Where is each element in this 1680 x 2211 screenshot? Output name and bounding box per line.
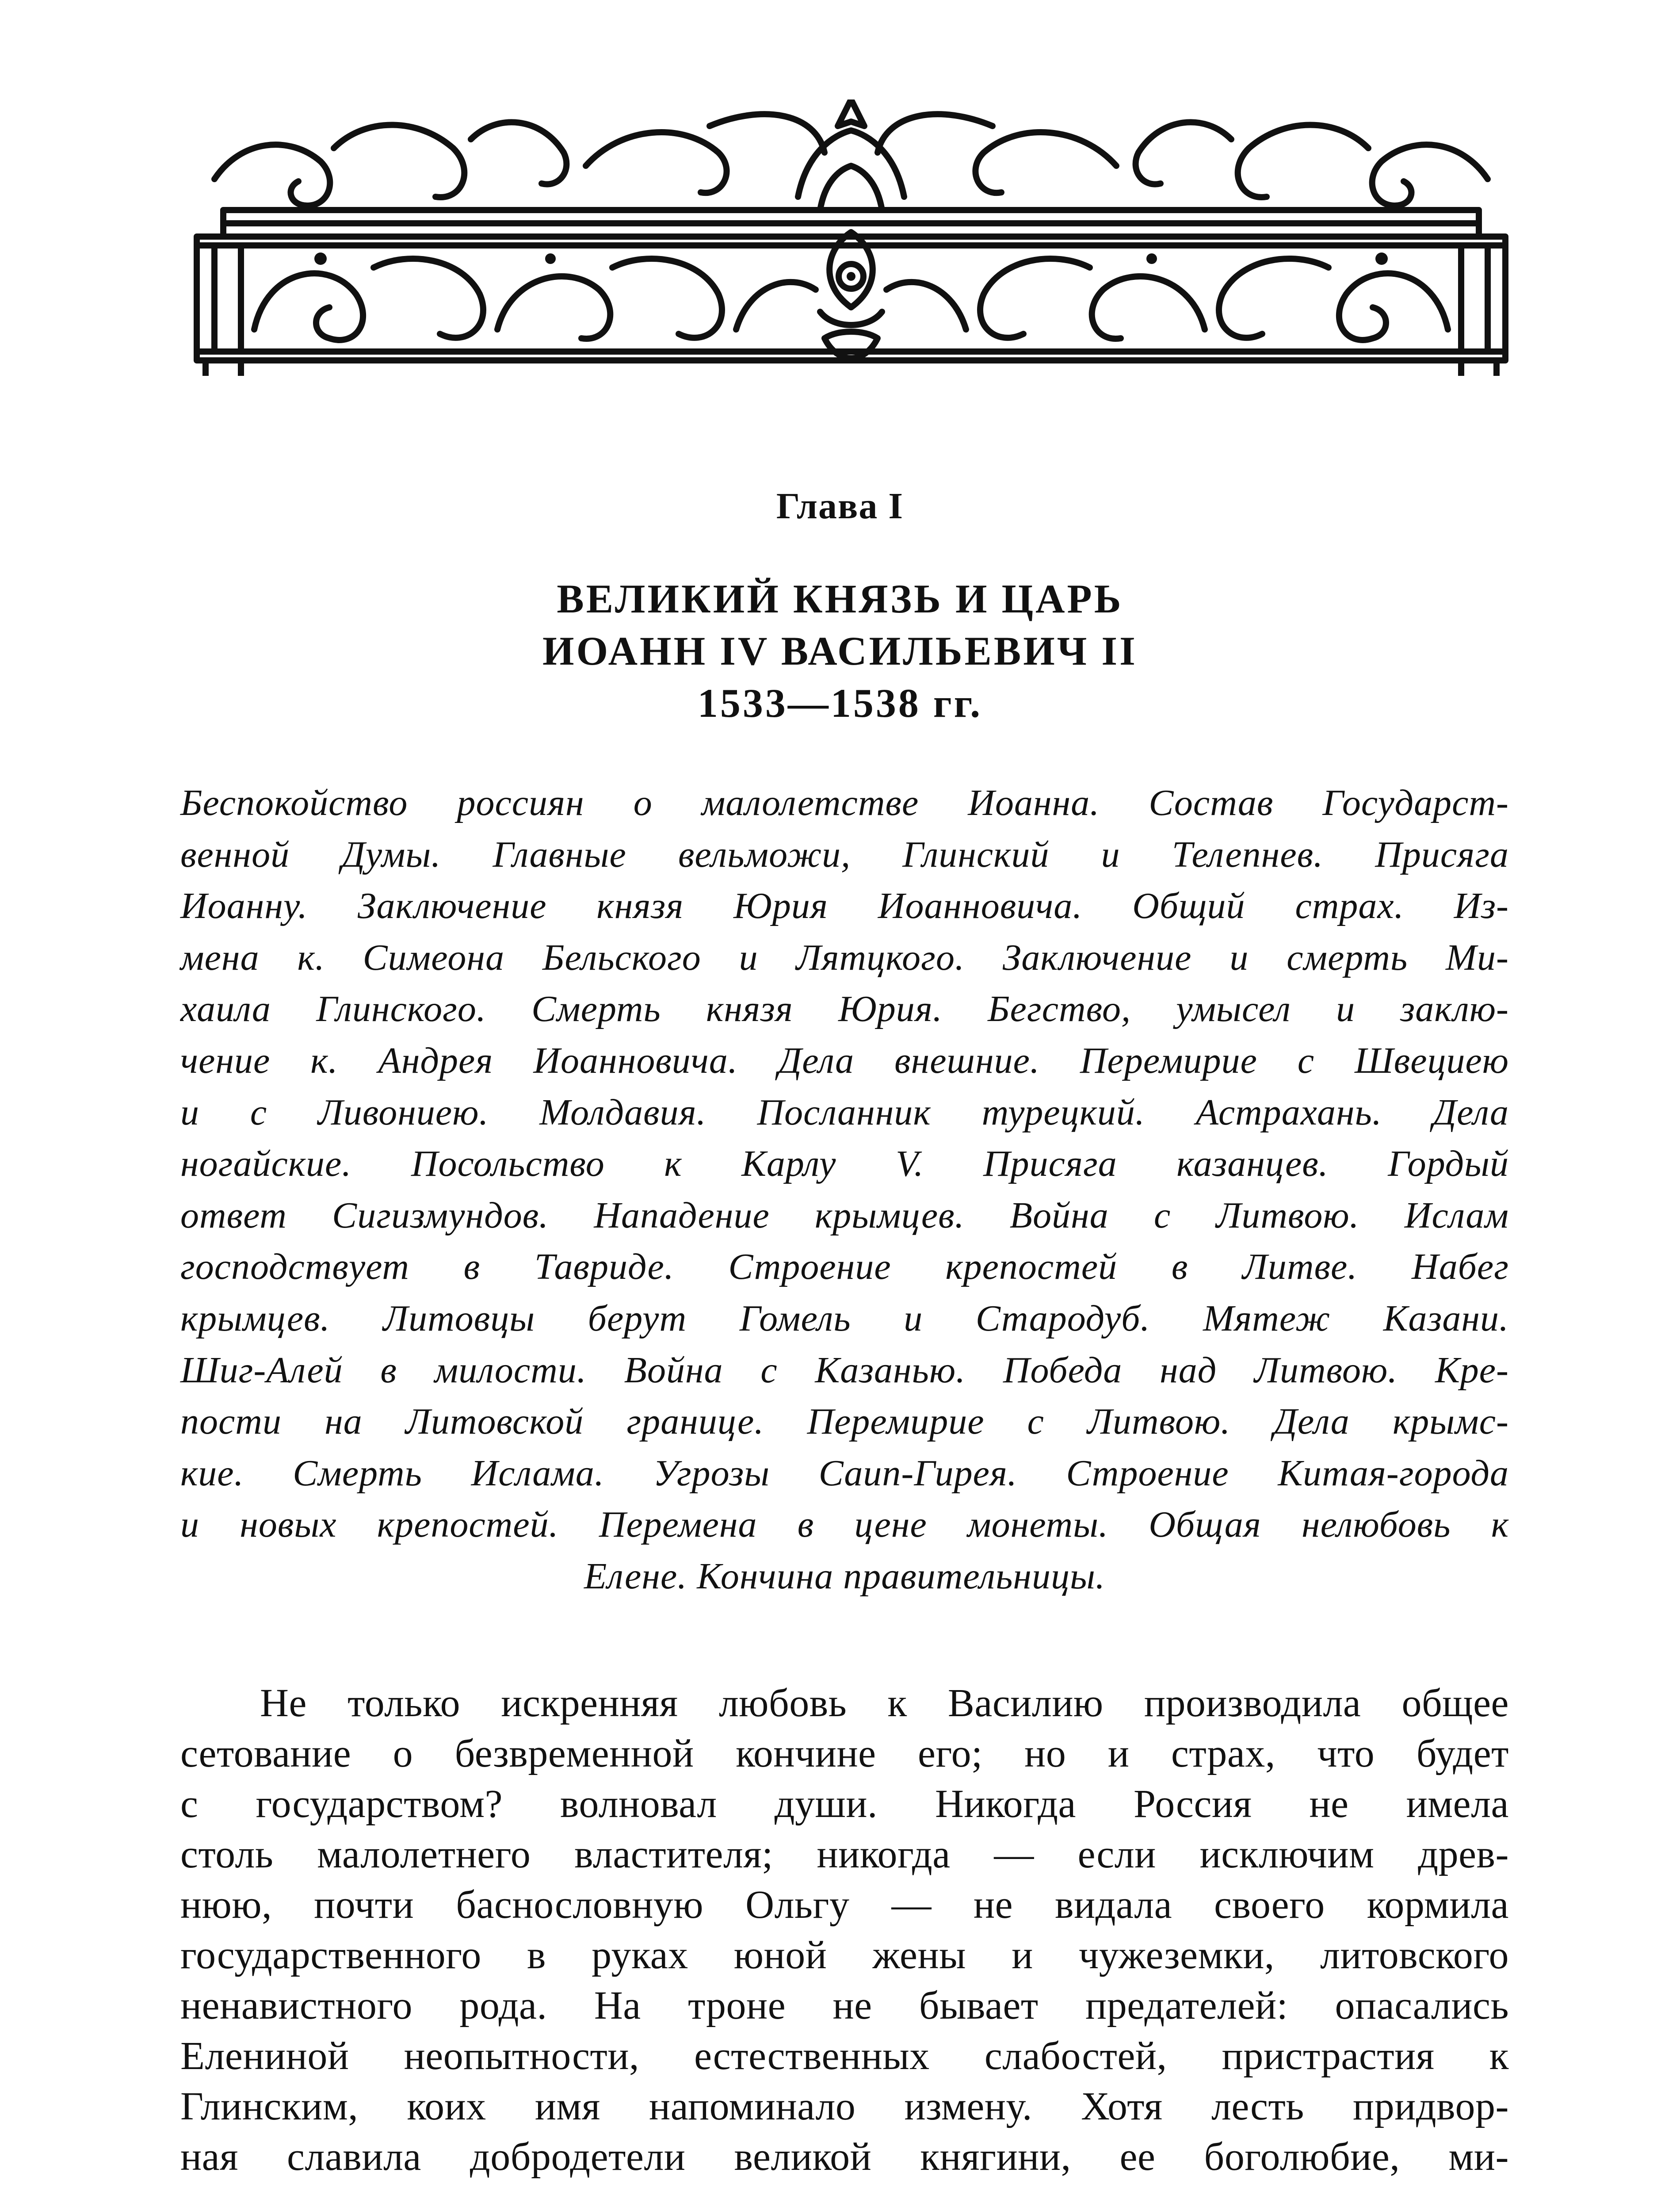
summary-line: и новых крепостей. Перемена в цене монеты. Общая нелюбовь к	[180, 1504, 1509, 1545]
summary-line: Шиг-Алей в милости. Война с Казанью. Победа над Литвою. Кре-	[180, 1349, 1509, 1391]
summary-line: пости на Литовской границе. Перемирие с Литвою. Дела крымс-	[180, 1401, 1509, 1442]
body-line: Глинским, коих имя напоминало измену. Хотя лесть придвор-	[180, 2085, 1509, 2128]
summary-line: чение к. Андрея Иоанновича. Дела внешние. Перемирие с Швециею	[180, 1040, 1509, 1081]
summary-line: кие. Смерть Ислама. Угрозы Саип-Гирея. Строение Китая-города	[180, 1452, 1509, 1494]
chapter-title-line-2: ИОАНН IV ВАСИЛЬЕВИЧ II	[542, 628, 1138, 673]
summary-line: венной Думы. Главные вельможи, Глинский и Телепнев. Присяга	[180, 834, 1509, 875]
summary-line: и с Ливониею. Молдавия. Посланник турецкий. Астрахань. Дела	[180, 1091, 1509, 1133]
summary-line: крымцев. Литовцы берут Гомель и Стародуб. Мятеж Казани.	[180, 1297, 1509, 1339]
summary-line: ответ Сигизмундов. Нападение крымцев. Война с Литвою. Ислам	[180, 1194, 1509, 1236]
body-line: ная славила добродетели великой княгини, ее боголюбие, ми-	[180, 2135, 1509, 2179]
body-paragraph	[180, 1678, 1509, 2182]
summary-line: Иоанну. Заключение князя Юрия Иоанновича. Общий страх. Из-	[180, 885, 1509, 927]
body-line: Не только искренняя любовь к Василию производила общее	[260, 1681, 1509, 1725]
chapter-years: 1533—1538 гг.	[697, 681, 983, 726]
body-line: нюю, почти баснословную Ольгу — не видала своего кормила	[180, 1883, 1509, 1927]
body-line: с государством? волновал души. Никогда Россия не имела	[180, 1782, 1509, 1826]
summary-line: хаила Глинского. Смерть князя Юрия. Бегство, умысел и заклю-	[180, 988, 1509, 1030]
chapter-title-line-1: ВЕЛИКИЙ КНЯЗЬ И ЦАРЬ	[557, 576, 1123, 621]
body-line: Елениной неопытности, естественных слабостей, пристрастия к	[180, 2034, 1509, 2078]
body-line: ненавистного рода. На троне не бывает предателей: опасались	[180, 1984, 1509, 2027]
body-line: столь малолетнего властителя; никогда — если исключим древ-	[180, 1832, 1509, 1876]
summary-line: мена к. Симеона Бельского и Лятцкого. Заключение и смерть Ми-	[180, 937, 1509, 978]
ornamental-headpiece	[188, 99, 1514, 376]
body-line: сетование о безвременной кончине его; но и страх, что будет	[180, 1732, 1509, 1775]
summary-line: Беспокойство россиян о малолетстве Иоанна. Состав Государст-	[180, 782, 1509, 823]
chapter-title	[0, 573, 1680, 729]
summary-line: ногайские. Посольство к Карлу V. Присяга казанцев. Гордый	[180, 1143, 1509, 1185]
body-line: государственного в руках юной жены и чужеземки, литовского	[180, 1933, 1509, 1977]
summary-line: Елене. Кончина правительницы.	[584, 1555, 1105, 1597]
summary-line: господствует в Тавриде. Строение крепостей в Литве. Набег	[180, 1246, 1509, 1288]
chapter-label: Глава I	[776, 486, 904, 527]
chapter-summary	[180, 777, 1509, 1603]
